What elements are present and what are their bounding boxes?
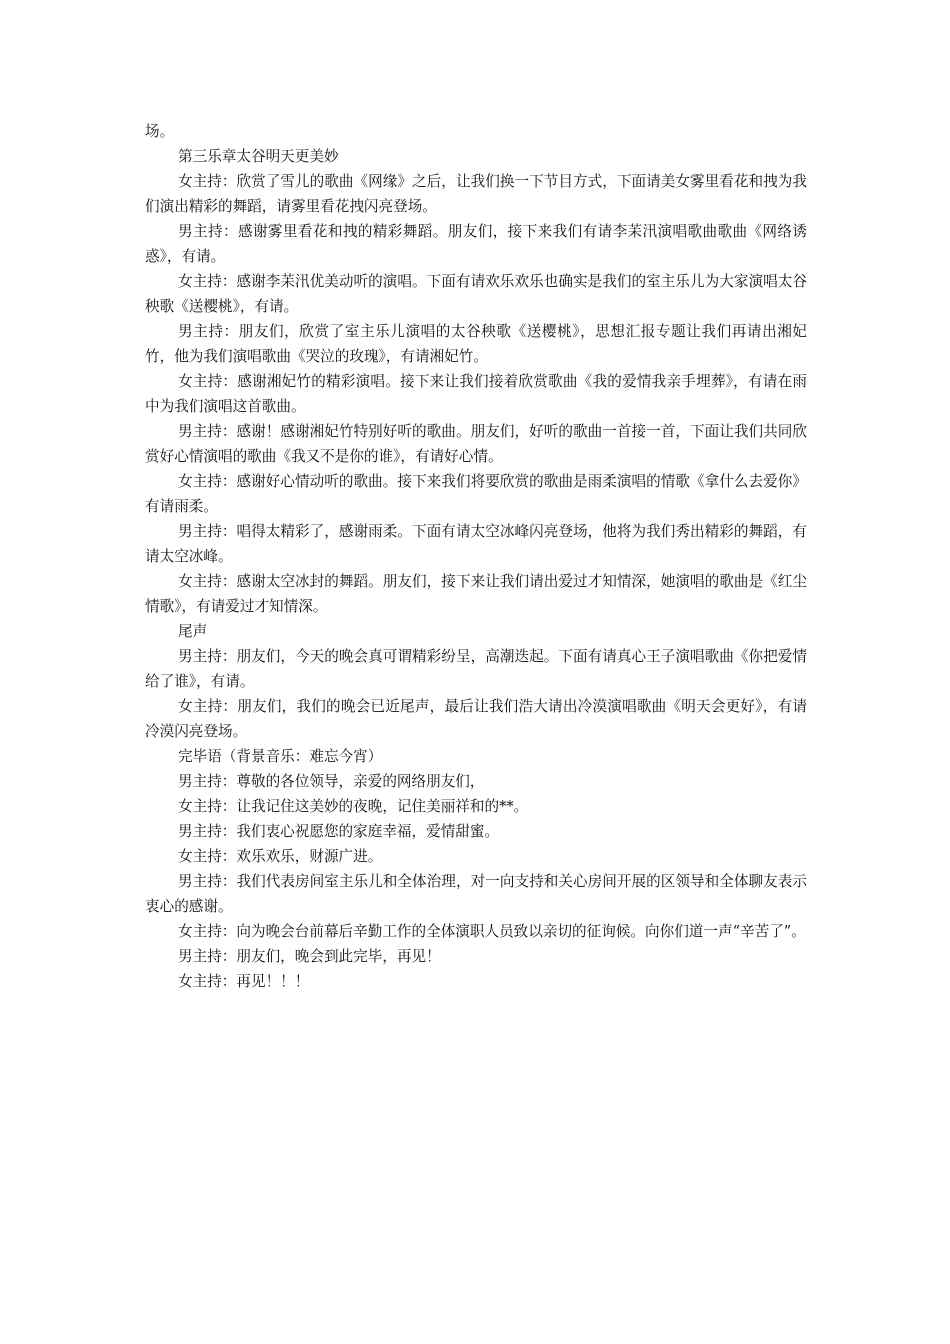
document-body bbox=[145, 119, 807, 994]
paragraph: 女主持：感谢太空冰封的舞蹈。朋友们，接下来让我们请出爱过才知情深，她演唱的歌曲是《红尘情歌》，有请爱过才知情深。 bbox=[145, 573, 807, 615]
section-heading-epilogue: 尾声 bbox=[178, 623, 208, 640]
paragraph: 男主持：唱得太精彩了，感谢雨柔。下面有请太空冰峰闪亮登场，他将为我们秀出精彩的舞蹈，有请太空冰峰。 bbox=[145, 523, 807, 565]
paragraph: 女主持：再见！！！ bbox=[178, 973, 310, 990]
paragraph: 女主持：欢乐欢乐，财源广进。 bbox=[178, 848, 383, 865]
section-heading-closing-remarks: 完毕语（背景音乐：难忘今宵） bbox=[178, 748, 383, 765]
paragraph: 女主持：感谢李苿汛优美动听的演唱。下面有请欢乐欢乐也确实是我们的室主乐儿为大家演唱太谷秧歌《送樱桃》，有请。 bbox=[145, 273, 807, 315]
paragraph-continuation: 场。 bbox=[145, 123, 175, 140]
paragraph: 男主持：我们代表房间室主乐儿和全体治理，对一向支持和关心房间开展的区领导和全体聊友表示衷心的感谢。 bbox=[145, 873, 807, 915]
paragraph: 男主持：朋友们，晚会到此完毕，再见！ bbox=[178, 948, 441, 965]
paragraph: 男主持：我们衷心祝愿您的家庭幸福，爱情甜蜜。 bbox=[178, 823, 500, 840]
paragraph: 女主持：感谢好心情动听的歌曲。接下来我们将要欣赏的歌曲是雨柔演唱的情歌《拿什么去爱你》有请雨柔。 bbox=[145, 473, 807, 515]
paragraph: 男主持：感谢雾里看花和拽的精彩舞蹈。朋友们，接下来我们有请李苿汛演唱歌曲歌曲《网络诱惑》，有请。 bbox=[145, 223, 807, 265]
paragraph: 男主持：感谢！感谢湘妃竹特别好听的歌曲。朋友们，好听的歌曲一首接一首，下面让我们共同欣赏好心情演唱的歌曲《我又不是你的谁》，有请好心情。 bbox=[145, 423, 807, 465]
section-heading-movement-3: 第三乐章太谷明天更美妙 bbox=[178, 148, 339, 165]
paragraph: 女主持：感谢湘妃竹的精彩演唱。接下来让我们接着欣赏歌曲《我的爱情我亲手埋葬》，有请在雨中为我们演唱这首歌曲。 bbox=[145, 373, 807, 415]
paragraph: 男主持：尊敬的各位领导，亲爱的网络朋友们， bbox=[178, 773, 485, 790]
paragraph: 女主持：朋友们，我们的晚会已近尾声，最后让我们浩大请出冷漠演唱歌曲《明天会更好》，有请冷漠闪亮登场。 bbox=[145, 698, 807, 740]
paragraph: 男主持：朋友们，欣赏了室主乐儿演唱的太谷秧歌《送樱桃》，思想汇报专题让我们再请出湘妃竹，他为我们演唱歌曲《哭泣的玫瑰》，有请湘妃竹。 bbox=[145, 323, 807, 365]
paragraph: 女主持：让我记住这美妙的夜晚，记住美丽祥和的**。 bbox=[178, 798, 529, 815]
paragraph: 女主持：欣赏了雪儿的歌曲《网缘》之后，让我们换一下节目方式，下面请美女雾里看花和拽为我们演出精彩的舞蹈，请雾里看花拽闪亮登场。 bbox=[145, 173, 807, 215]
paragraph: 男主持：朋友们，今天的晚会真可谓精彩纷呈，高潮迭起。下面有请真心王子演唱歌曲《你把爱情给了谁》，有请。 bbox=[145, 648, 807, 690]
paragraph: 女主持：向为晚会台前幕后辛勤工作的全体演职人员致以亲切的征询候。向你们道一声“辛苦了”。 bbox=[178, 923, 806, 940]
